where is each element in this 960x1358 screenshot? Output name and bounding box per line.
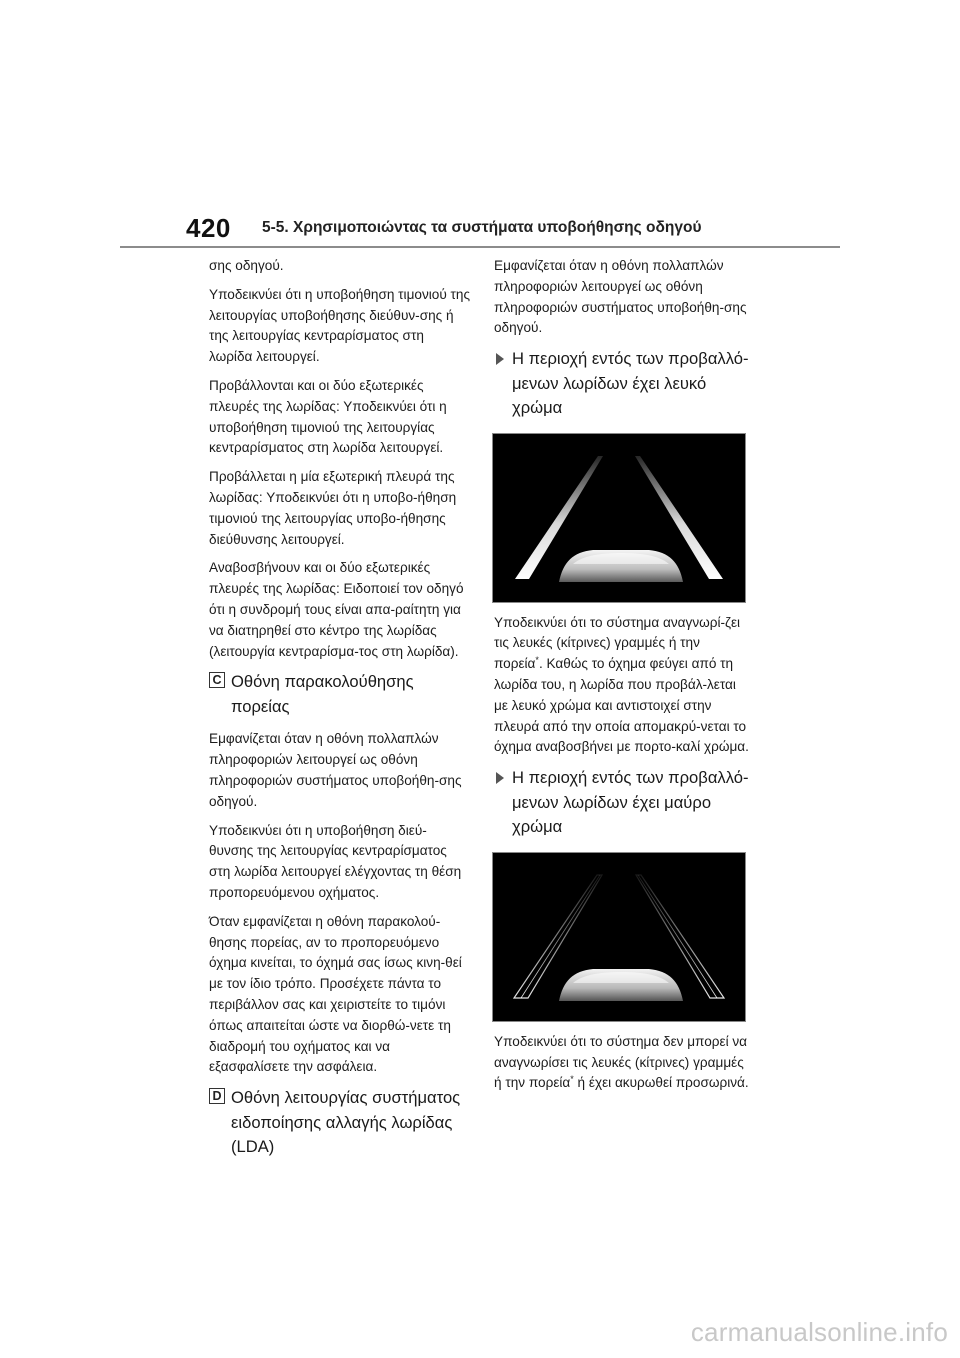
heading-d — [209, 1086, 471, 1160]
section-title: 5-5. Χρησιμοποιώντας τα συστήματα υποβοήθησης οδηγού — [262, 219, 702, 236]
paragraph: Προβάλλεται η μία εξωτερική πλευρά της λωρίδας: Υποδεικνύει ότι η υποβο-ήθηση τιμονιού της λειτουργίας υποβο-ήθησης διεύθυνσης λειτουργεί. — [209, 469, 457, 547]
page-header — [120, 213, 840, 247]
lane-display-white-figure — [492, 433, 746, 603]
lane-illustration-black — [493, 853, 745, 1021]
subheading-text: Η περιοχή εντός των προβαλλό-μενων λωρίδων έχει μαύρο χρώμα — [512, 768, 749, 837]
paragraph: Αναβοσβήνουν και οι δύο εξωτερικές πλευρές της λωρίδας: Ειδοποιεί τον οδηγό ότι η συνδρομή τους είναι απα-ραίτητη για να διατηρηθεί στο κέντρο της λωρίδας (λειτουργία κεντραρίσμα-τος στη λωρίδα). — [209, 560, 464, 659]
paragraph: σης οδηγού. — [209, 258, 284, 273]
header-divider — [120, 246, 840, 248]
figure-caption: Υποδεικνύει ότι το σύστημα αναγνωρί-ζει τις λευκές (κίτρινες) γραμμές ή την πορεία*. Καθώς το όχημα φεύγει από τη λωρίδα του, η λωρίδα που προβάλ-λεται με λευκό χρώμα και αντιστοιχεί στην πλευρά από την οποία απομακρύ-νεται το όχημα αναβοσβήνει με πορτο-καλί χρώμα. — [494, 614, 749, 755]
paragraph: Υποδεικνύει ότι η υποβοήθηση τιμονιού της λειτουργίας υποβοήθησης διεύθυν-σης ή της λειτουργίας κεντραρίσματος στη λωρίδα λειτουργεί. — [209, 286, 471, 365]
page-number: 420 — [186, 213, 231, 243]
left-column — [209, 256, 471, 1170]
letter-d-badge: D — [209, 1088, 225, 1104]
watermark: carmanualsonline.info — [690, 1317, 948, 1347]
paragraph: Προβάλλονται και οι δύο εξωτερικές πλευρές της λωρίδας: Υποδεικνύει ότι η υποβοήθηση τιμονιού της λειτουργίας κεντραρίσματος στη λωρίδα λειτουργεί. — [209, 377, 447, 456]
letter-c-badge: C — [209, 672, 225, 688]
heading-d-text: Οθόνη λειτουργίας συστήματος ειδοποίησης αλλαγής λωρίδας (LDA) — [231, 1088, 461, 1157]
triangle-bullet-icon — [496, 772, 504, 784]
subheading-white-area — [494, 347, 750, 421]
figure-caption: Υποδεικνύει ότι το σύστημα δεν μπορεί να αναγνωρίσει τις λευκές (κίτρινες) γραμμές ή την πορεία* ή έχει ακυρωθεί προσωρινά. — [494, 1033, 749, 1091]
triangle-bullet-icon — [496, 353, 504, 365]
paragraph: Εμφανίζεται όταν η οθόνη πολλαπλών πληροφοριών λειτουργεί ως οθόνη πληροφοριών συστήματος υποβοήθη-σης οδηγού. — [494, 258, 747, 336]
lane-illustration-white — [493, 434, 745, 602]
paragraph: Υποδεικνύει ότι η υποβοήθηση διεύ-θυνσης της λειτουργίας κεντραρίσματος στη λωρίδα λειτουργεί ελέγχοντας τη θέση προπορευόμενου οχήματος. — [209, 822, 462, 900]
paragraph: Όταν εμφανίζεται η οθόνη παρακολού-θησης πορείας, αν το προπορευόμενο όχημα κινείται, το όχημά σας ίσως κινη-θεί με τον ίδιο τρόπο. Προσέχετε πάντα το περιβάλλον σας και χειριστείτε το τιμόνι όπως απαιτείται ώστε να διορθώ-νετε τη διαδρομή του οχήματος και να εξασφαλίσετε την ασφάλεια. — [209, 913, 462, 1075]
paragraph: Εμφανίζεται όταν η οθόνη πολλαπλών πληροφοριών λειτουργεί ως οθόνη πληροφοριών συστήματος υποβοήθη-σης οδηγού. — [209, 731, 462, 809]
heading-c — [209, 670, 471, 719]
subheading-black-area — [494, 766, 750, 840]
subheading-text: Η περιοχή εντός των προβαλλό-μενων λωρίδων έχει λευκό χρώμα — [512, 349, 749, 418]
heading-c-text: Οθόνη παρακολούθησης πορείας — [231, 672, 414, 716]
right-column — [494, 256, 750, 1102]
lane-display-black-figure — [492, 852, 746, 1022]
